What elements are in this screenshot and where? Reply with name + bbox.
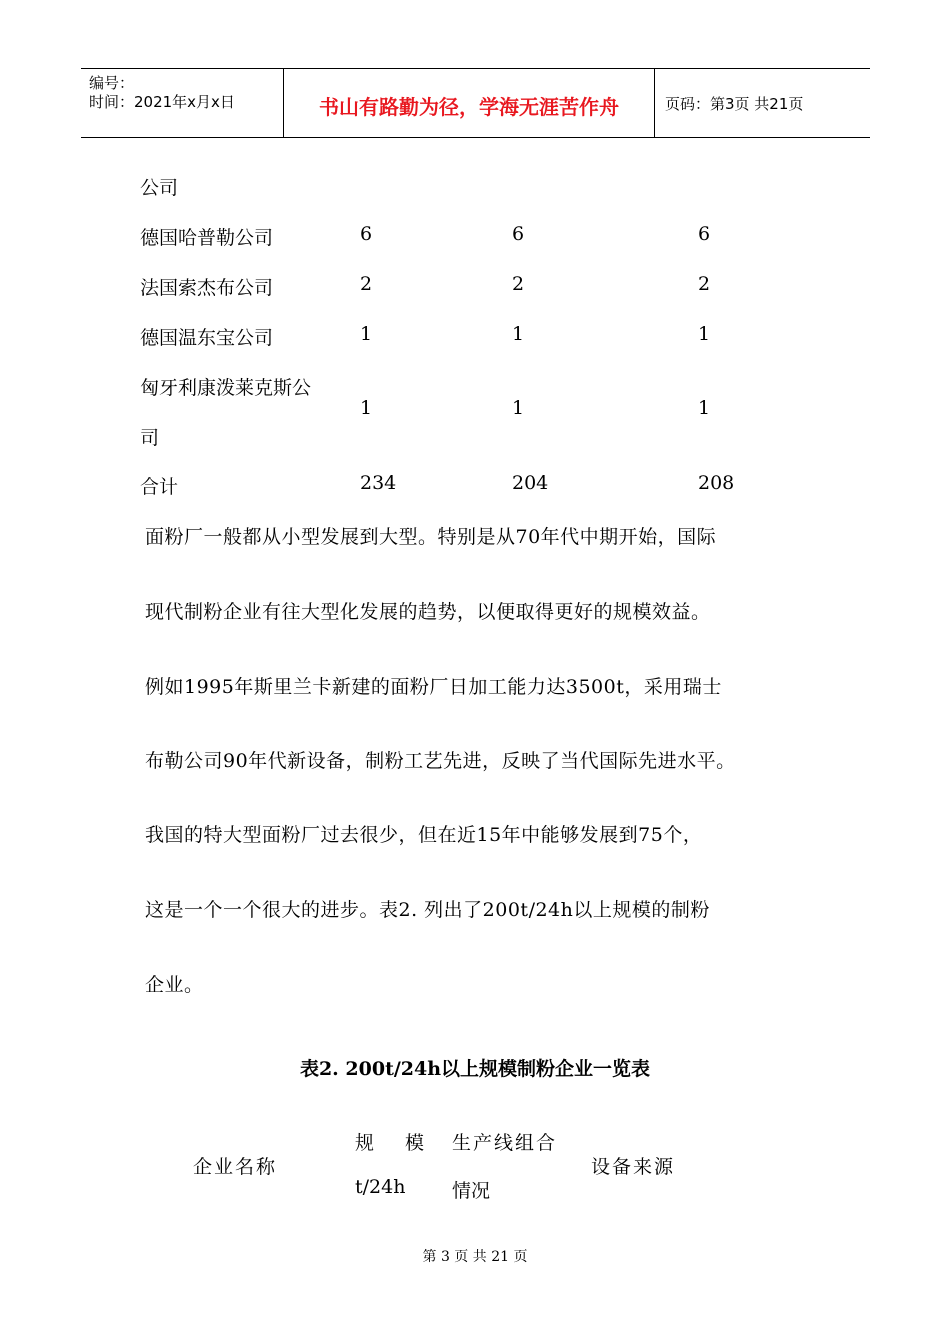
number-label: 编号： [89,74,135,92]
table-row-name: 合计 [140,476,179,498]
page-footer: 第 3 页 共 21 页 [422,1249,528,1265]
paragraph-line: 例如1995年斯里兰卡新建的面粉厂日加工能力达3500t，采用瑞士 [145,676,722,698]
header-motto-cell [284,69,655,137]
time-label: 时间：2021年x月x日 [89,93,235,111]
table-row-name: 德国温东宝公司 [140,327,274,349]
table-cell: 6 [360,223,373,245]
paragraph-line: 我国的特大型面粉厂过去很少，但在近15年中能够发展到75个， [145,824,703,846]
table-cell: 1 [512,397,525,419]
motto: 书山有路勤为径，学海无涯苦作舟 [319,95,619,119]
table-row-name: 公司 [140,177,179,199]
table-cell: 1 [698,397,711,419]
table-row-name: 法国索杰布公司 [140,277,274,299]
table-cell: 1 [360,397,373,419]
table-cell: 6 [698,223,711,245]
table-cell: 1 [698,323,711,345]
column-header-line-detail: 情况 [452,1180,491,1202]
paragraph-line: 现代制粉企业有往大型化发展的趋势，以便取得更好的规模效益。 [145,601,711,623]
table-cell: 208 [698,472,735,494]
table-cell: 1 [512,323,525,345]
paragraph-line: 面粉厂一般都从小型发展到大型。特别是从70年代中期开始，国际 [145,526,717,548]
table-cell: 2 [512,273,525,295]
table-cell: 234 [360,472,397,494]
column-header-name: 企业名称 [193,1156,278,1178]
column-header-line: 生产线组合 [452,1132,558,1154]
table-cell: 204 [512,472,549,494]
column-header-source: 设备来源 [591,1156,676,1178]
paragraph-line: 布勒公司90年代新设备，制粉工艺先进，反映了当代国际先进水平。 [145,750,736,772]
header-meta-cell [81,69,284,137]
table-row-name: 德国哈普勒公司 [140,227,274,249]
page-header [81,68,870,138]
table-cell: 2 [360,273,373,295]
table-row-name: 匈牙利康泼莱克斯公 [140,377,312,399]
table-row-name: 司 [140,427,160,449]
table-cell: 1 [360,323,373,345]
table-cell: 6 [512,223,525,245]
table-cell: 2 [698,273,711,295]
column-header-scale-unit: t/24h [355,1176,406,1198]
header-page-cell [655,69,870,137]
table-caption: 表2. 200t/24h以上规模制粉企业一览表 [299,1058,651,1080]
paragraph-line: 企业。 [145,974,204,996]
paragraph-line: 这是一个一个很大的进步。表2. 列出了200t/24h以上规模的制粉 [145,899,710,921]
column-header-scale: 规 模 [355,1132,427,1154]
page-info: 页码：第3页 共21页 [665,95,804,113]
